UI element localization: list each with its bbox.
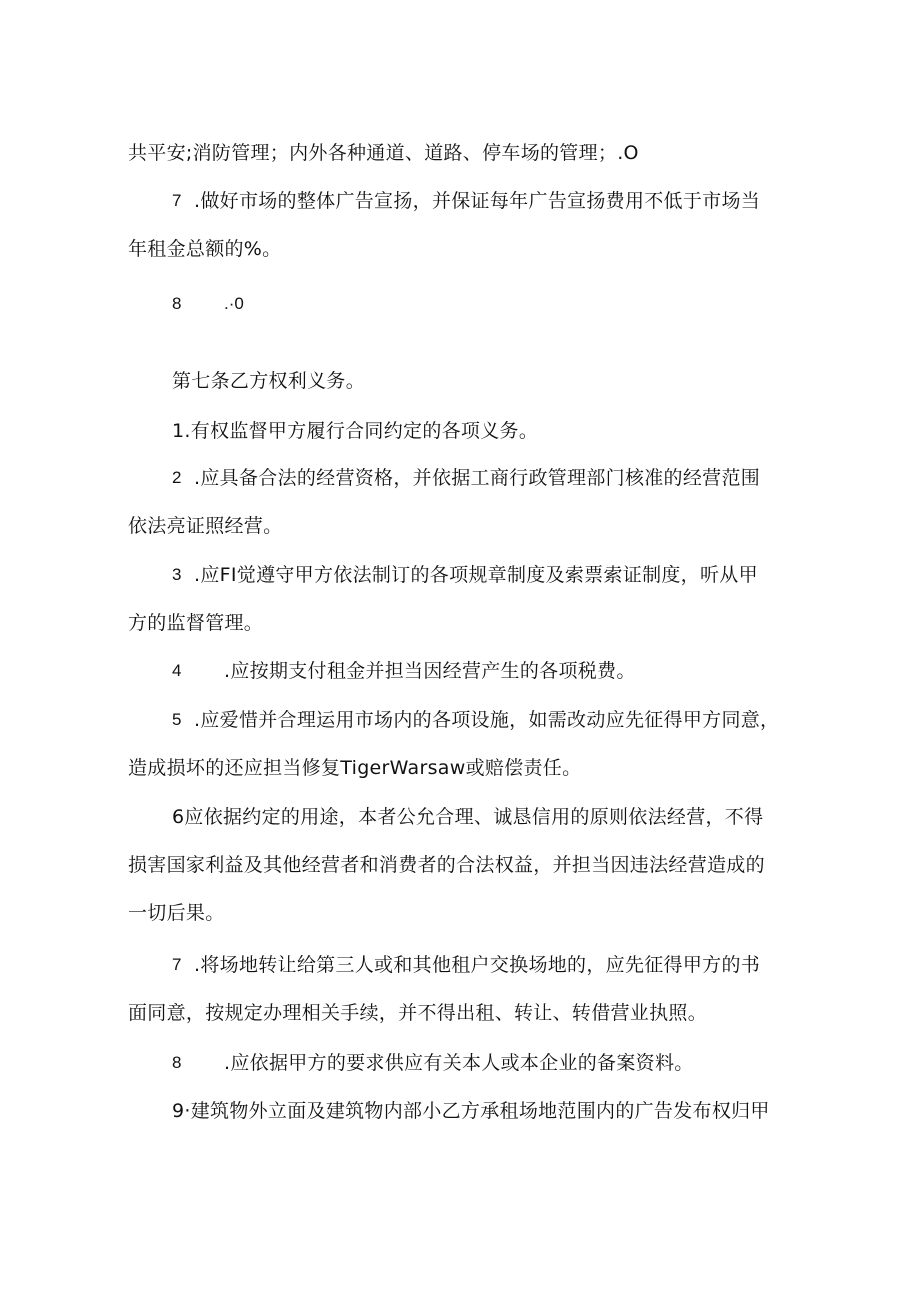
article-heading: 第七条乙方权利义务。	[172, 370, 366, 392]
text-line: 依法亮证照经营。	[128, 515, 283, 537]
text-line: 造成损坏的还应担当修复TigerWarsaw或赔偿责任。	[128, 757, 582, 779]
item-number: 4	[172, 661, 182, 680]
text-line: 共平安;消防管理；内外各种通道、道路、停车场的管理；.O	[128, 142, 639, 164]
text-line: 6应依据约定的用途，本者公允合理、诚恳信用的原则依法经营，不得	[172, 806, 764, 828]
text-line: .应具备合法的经营资格，并依据工商行政管理部门核准的经营范围	[194, 467, 761, 489]
text-line: .将场地转让给第三人或和其他租户交换场地的，应先征得甲方的书	[194, 954, 761, 976]
text-line: .·0	[224, 294, 244, 313]
item-number: 2	[172, 468, 182, 487]
text-line: .应爱惜并合理运用市场内的各项设施，如需改动应先征得甲方同意，	[194, 709, 780, 731]
text-line: .应按期支付租金并担当因经营产生的各项税费。	[224, 660, 636, 682]
text-line: 方的监督管理。	[128, 612, 264, 634]
text-line: 一切后果。	[128, 902, 225, 924]
text-line: 9·建筑物外立面及建筑物内部小乙方承租场地范围内的广告发布权归甲	[172, 1100, 770, 1122]
text-line: 1.有权监督甲方履行合同约定的各项义务。	[172, 420, 539, 442]
text-line: 面同意，按规定办理相关手续，并不得出租、转让、转借营业执照。	[128, 1002, 708, 1024]
text-line: 损害国家利益及其他经营者和消费者的合法权益，并担当因违法经营造成的	[128, 854, 765, 876]
text-line: 年租金总额的%。	[128, 238, 282, 260]
item-number: 8	[172, 294, 182, 313]
item-number: 7	[172, 191, 182, 210]
item-number: 5	[172, 710, 182, 729]
item-number: 8	[172, 1053, 182, 1072]
item-number: 3	[172, 565, 182, 584]
text-line: .应依据甲方的要求供应有关本人或本企业的备案资料。	[224, 1052, 694, 1074]
item-number: 7	[172, 955, 182, 974]
text-line: .做好市场的整体广告宣扬，并保证每年广告宣扬费用不低于市场当	[194, 190, 761, 212]
text-line: .应FI觉遵守甲方依法制订的各项规章制度及索票索证制度，听从甲	[194, 564, 758, 586]
